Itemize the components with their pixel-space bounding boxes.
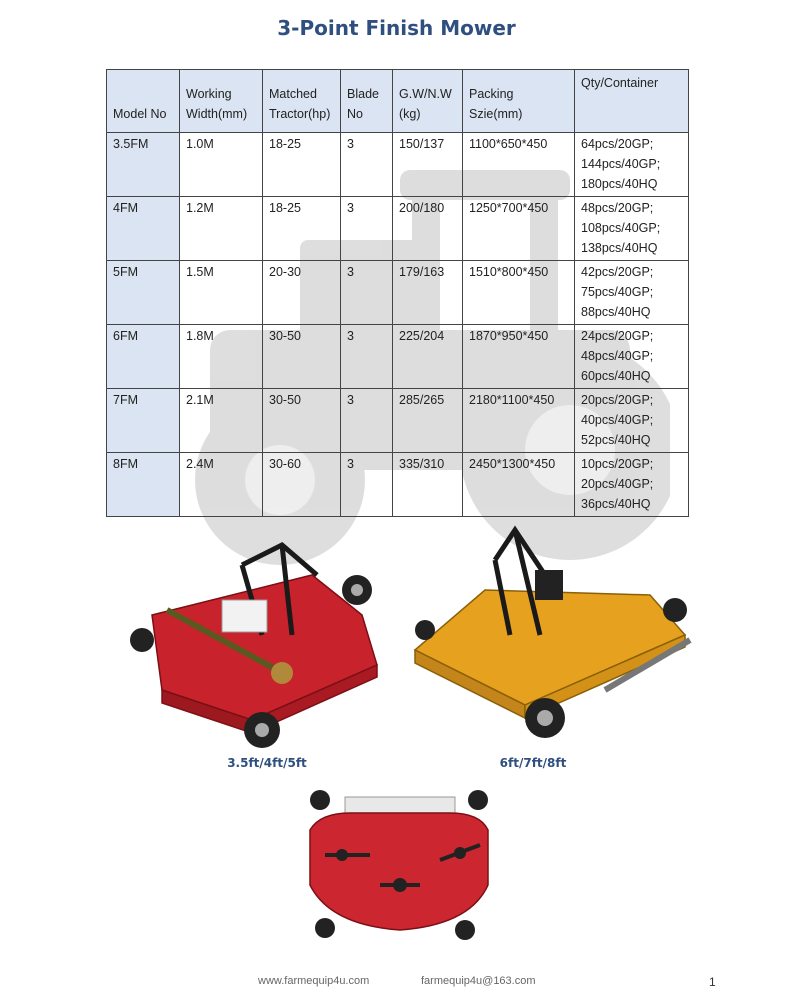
cell-weight: 150/137 [393, 133, 463, 197]
cell-blade: 3 [341, 325, 393, 389]
yellow-mower-photo [405, 520, 700, 750]
header-packing: Packing Szie(mm) [463, 70, 575, 133]
cell-model: 6FM [107, 325, 180, 389]
cell-blade: 3 [341, 453, 393, 517]
table-row [107, 261, 689, 325]
spec-table [106, 69, 689, 517]
footer-website: www.farmequip4u.com [258, 975, 370, 987]
cell-packing: 2180*1100*450 [463, 389, 575, 453]
caption-large-models: 6ft/7ft/8ft [499, 756, 567, 770]
cell-packing: 1250*700*450 [463, 197, 575, 261]
table-header-row [107, 70, 689, 133]
cell-blade: 3 [341, 197, 393, 261]
cell-blade: 3 [341, 133, 393, 197]
header-width: Working Width(mm) [180, 70, 263, 133]
cell-tractor: 18-25 [263, 197, 341, 261]
cell-width: 1.5M [180, 261, 263, 325]
cell-width: 2.1M [180, 389, 263, 453]
footer-email: farmequip4u@163.com [421, 975, 536, 987]
cell-tractor: 30-50 [263, 325, 341, 389]
cell-tractor: 30-60 [263, 453, 341, 517]
cell-model: 4FM [107, 197, 180, 261]
cell-blade: 3 [341, 389, 393, 453]
cell-width: 1.8M [180, 325, 263, 389]
cell-width: 1.2M [180, 197, 263, 261]
red-mower-photo [112, 505, 402, 755]
cell-weight: 225/204 [393, 325, 463, 389]
cell-width: 1.0M [180, 133, 263, 197]
page-title: 3-Point Finish Mower [277, 16, 516, 40]
cell-qty: 64pcs/20GP; 144pcs/40GP; 180pcs/40HQ [575, 133, 689, 197]
cell-packing: 1100*650*450 [463, 133, 575, 197]
cell-width: 2.4M [180, 453, 263, 517]
cell-blade: 3 [341, 261, 393, 325]
header-weight: G.W/N.W (kg) [393, 70, 463, 133]
table-row [107, 389, 689, 453]
header-qty: Qty/Container [575, 70, 689, 133]
cell-tractor: 20-30 [263, 261, 341, 325]
cell-qty: 42pcs/20GP; 75pcs/40GP; 88pcs/40HQ [575, 261, 689, 325]
table-row [107, 133, 689, 197]
cell-model: 7FM [107, 389, 180, 453]
header-blade: Blade No [341, 70, 393, 133]
cell-qty: 10pcs/20GP; 20pcs/40GP; 36pcs/40HQ [575, 453, 689, 517]
cell-tractor: 18-25 [263, 133, 341, 197]
table-row [107, 197, 689, 261]
cell-model: 8FM [107, 453, 180, 517]
cell-packing: 1510*800*450 [463, 261, 575, 325]
cell-qty: 20pcs/20GP; 40pcs/40GP; 52pcs/40HQ [575, 389, 689, 453]
page-number: 1 [709, 975, 716, 989]
header-model: Model No [107, 70, 180, 133]
cell-tractor: 30-50 [263, 389, 341, 453]
cell-weight: 335/310 [393, 453, 463, 517]
table-row [107, 325, 689, 389]
cell-qty: 24pcs/20GP; 48pcs/40GP; 60pcs/40HQ [575, 325, 689, 389]
cell-weight: 179/163 [393, 261, 463, 325]
cell-weight: 200/180 [393, 197, 463, 261]
cell-model: 3.5FM [107, 133, 180, 197]
cell-packing: 1870*950*450 [463, 325, 575, 389]
mower-underside-photo [300, 785, 495, 950]
header-tractor: Matched Tractor(hp) [263, 70, 341, 133]
cell-model: 5FM [107, 261, 180, 325]
cell-weight: 285/265 [393, 389, 463, 453]
cell-qty: 48pcs/20GP; 108pcs/40GP; 138pcs/40HQ [575, 197, 689, 261]
caption-small-models: 3.5ft/4ft/5ft [227, 756, 307, 770]
cell-packing: 2450*1300*450 [463, 453, 575, 517]
